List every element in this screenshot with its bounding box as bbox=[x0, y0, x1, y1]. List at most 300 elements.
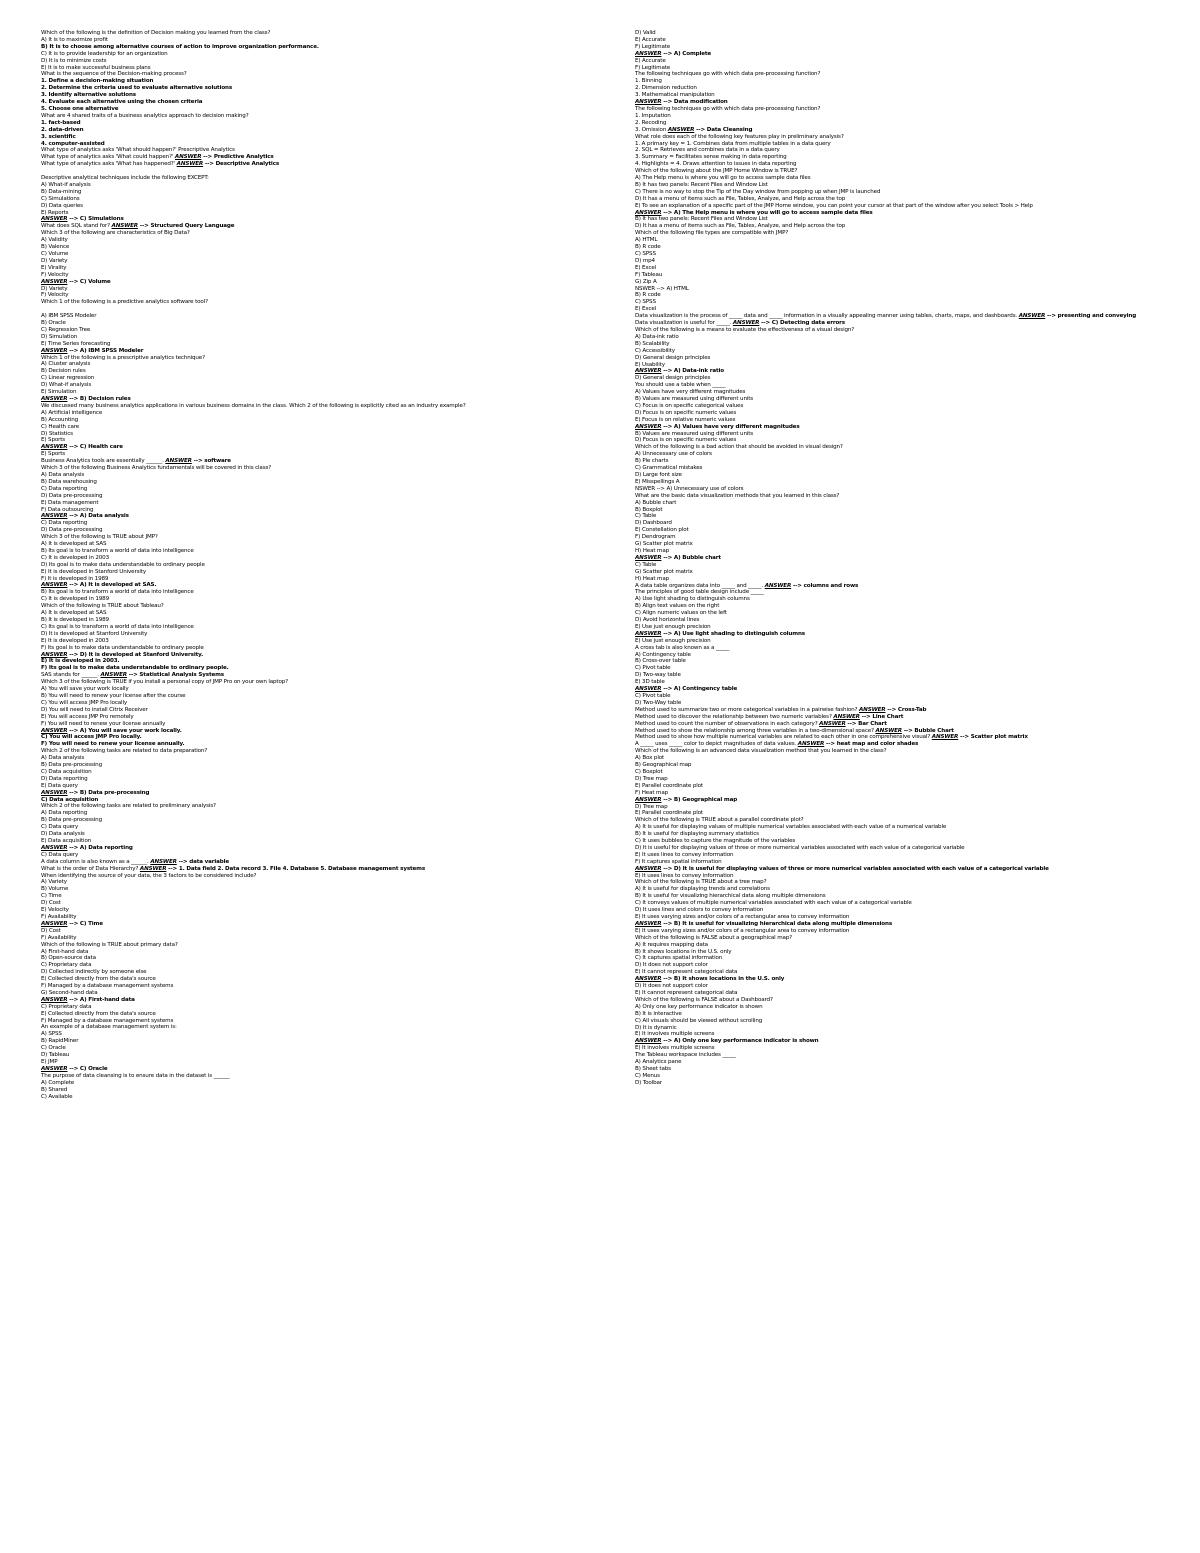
answer-text: --> Statistical Analysis Systems bbox=[126, 672, 224, 679]
question-text: A data table organizes data into _____ and _____. bbox=[635, 582, 765, 589]
answer-line bbox=[41, 652, 581, 659]
question-text: Business Analytics tools are essentially ______. bbox=[41, 458, 166, 465]
answer-line bbox=[635, 424, 1175, 431]
answer-text: --> A) IBM SPSS Modeler bbox=[67, 347, 144, 354]
answer-text: --> C) Oracle bbox=[67, 1065, 108, 1072]
answer-text: --> C) Volume bbox=[67, 278, 111, 285]
text-line: C) It conveys values of multiple numerical variables associated with each value of a categorical variable bbox=[635, 900, 912, 907]
text-line: B) It is useful for visualizing hierarchical data along multiple dimensions bbox=[635, 893, 826, 900]
text-line: A) Cluster analysis bbox=[41, 361, 91, 368]
text-line: E) Reports bbox=[41, 209, 69, 216]
text-line: B) Data-mining bbox=[41, 188, 82, 195]
text-line: A) Analytics pane bbox=[635, 1059, 682, 1066]
text-line: A) Contingency table bbox=[635, 651, 691, 658]
text-line: D) It does not support color bbox=[635, 983, 708, 990]
answer-text: --> Cross-Tab bbox=[885, 706, 927, 713]
text-line: E) It uses lines to convey information bbox=[635, 851, 734, 858]
answer-line bbox=[41, 790, 581, 797]
answer-line bbox=[635, 707, 1175, 714]
text-line: E) It is to make successful business plans bbox=[41, 64, 151, 71]
answer-text: --> A) Only one key performance indicator is shown bbox=[661, 1038, 819, 1045]
text-line: E) Data query bbox=[41, 782, 78, 789]
text-line: E) Parallel coordinate plot bbox=[635, 810, 703, 817]
answer-line bbox=[635, 921, 1175, 928]
highlighted-line: F) You will need to renew your license annually. bbox=[41, 741, 185, 748]
text-line: C) Volume bbox=[41, 250, 69, 257]
text-line: E) It is developed in 2003 bbox=[41, 637, 109, 644]
answer-label: ANSWER bbox=[635, 423, 662, 430]
answer-line bbox=[41, 921, 581, 928]
question-text: Method used to summarize two or more categorical variables in a pairwise fashion? bbox=[635, 706, 859, 713]
answer-text: --> A) First-hand data bbox=[67, 996, 135, 1003]
text-line: F) Availability bbox=[41, 934, 77, 941]
text-line: C) SPSS bbox=[635, 299, 656, 306]
text-line: Which of the following is a bad action that should be avoided in visual design? bbox=[635, 444, 843, 451]
text-line: Which of the following about the JMP Home Window is TRUE? bbox=[635, 168, 798, 175]
answer-text: --> Line Chart bbox=[859, 713, 904, 720]
question-text: A data column is also known as a ______. bbox=[41, 858, 151, 865]
answer-text: --> Data Cleansing bbox=[694, 126, 753, 133]
text-line: F) Dendrogram bbox=[635, 534, 676, 541]
answer-line bbox=[635, 99, 1175, 106]
text-line: C) Time bbox=[41, 893, 62, 900]
question-text: What is the order of Data Hierarchy? bbox=[41, 865, 140, 872]
text-line: A) Use light shading to distinguish columns bbox=[635, 596, 750, 603]
answer-line bbox=[41, 396, 581, 403]
text-line: The following techniques go with which data pre-processing function? bbox=[635, 105, 821, 112]
text-line: E) Accurate bbox=[635, 36, 666, 43]
answer-text: --> A) Values have very different magnitudes bbox=[661, 423, 800, 430]
answer-label: ANSWER bbox=[635, 368, 662, 375]
text-line: E) It uses varying sizes and/or colors of a rectangular area to convey information bbox=[635, 914, 850, 920]
text-line: Which of the following is TRUE about primary data? bbox=[41, 941, 178, 948]
answer-label: ANSWER bbox=[41, 727, 68, 734]
highlighted-line: E) It is developed in 2003. bbox=[41, 658, 120, 665]
text-line: B) Geographical map bbox=[635, 762, 692, 769]
highlighted-line: 5. Choose one alternative bbox=[41, 105, 119, 112]
answer-label: ANSWER bbox=[100, 672, 127, 679]
text-line: F) You will need to renew your license annually bbox=[41, 720, 166, 727]
answer-label: ANSWER bbox=[165, 458, 192, 465]
text-line: C) Data reporting bbox=[41, 485, 88, 492]
text-line: C) Align numeric values on the left bbox=[635, 610, 727, 617]
answer-label: ANSWER bbox=[635, 554, 662, 561]
text-line: What are the basic data visualization methods that you learned in this class? bbox=[635, 492, 840, 499]
answer-text: --> C) Time bbox=[67, 920, 103, 927]
answer-label: ANSWER bbox=[819, 720, 846, 727]
text-line: D) Valid bbox=[635, 30, 656, 36]
highlighted-line: 4. computer-assisted bbox=[41, 140, 105, 147]
text-line: A) Bubble chart bbox=[635, 499, 677, 506]
answer-label: ANSWER bbox=[41, 1065, 68, 1072]
text-line: B) It has two panels: Recent Files and Window List bbox=[635, 216, 768, 223]
text-line: When identifying the source of your data, the 3 factors to be considered include? bbox=[41, 872, 257, 879]
text-line: D) It is dynamic bbox=[635, 1024, 677, 1031]
answer-text: --> B) It is useful for visualizing hierarchical data along multiple dimensions bbox=[661, 920, 893, 927]
text-line: C) Table bbox=[635, 513, 657, 520]
text-line: The following techniques go with which data pre-processing function? bbox=[635, 71, 821, 78]
highlighted-line: C) Data acquisition bbox=[41, 796, 99, 803]
answer-label: ANSWER bbox=[41, 396, 68, 402]
text-line: D) It does not support color bbox=[635, 962, 708, 969]
text-line: C) Pivot table bbox=[635, 665, 671, 672]
text-line: C) Regression Tree bbox=[41, 326, 91, 333]
question-text: SAS stands for ______. bbox=[41, 672, 101, 679]
text-line: E) Excel bbox=[635, 306, 657, 313]
answer-label: ANSWER bbox=[41, 347, 68, 354]
answer-text: --> 1. Data field 2. Data record 3. File 4. Database 5. Database management systems bbox=[166, 865, 426, 872]
answer-label: ANSWER bbox=[41, 513, 68, 520]
text-line: G) Second-hand data bbox=[41, 989, 98, 996]
text-line: B) Pie charts bbox=[635, 458, 669, 465]
text-line: C) Grammatical mistakes bbox=[635, 465, 703, 472]
text-line: E) Virality bbox=[41, 264, 67, 271]
text-line: D) General design principles bbox=[635, 375, 711, 382]
answer-label: ANSWER bbox=[797, 741, 825, 748]
text-line: F) Managed by a database management systems bbox=[41, 1017, 174, 1024]
text-line: F) Legitimate bbox=[635, 64, 671, 71]
blank-line bbox=[41, 306, 581, 313]
text-line: C) Oracle bbox=[41, 1045, 66, 1052]
text-line: B) RapidMiner bbox=[41, 1038, 79, 1045]
question-text: Method used to show the relationship among three variables in a two-dimensional space? bbox=[635, 727, 876, 734]
answer-text: --> C) Detecting data errors bbox=[759, 320, 845, 327]
text-line: D) Tree map bbox=[635, 775, 668, 782]
answer-label: ANSWER bbox=[858, 706, 886, 713]
text-line: A) What-if analysis bbox=[41, 181, 91, 188]
answer-text: --> Data modification bbox=[661, 99, 728, 106]
question-text: What does SQL stand for? bbox=[41, 223, 112, 230]
text-line: D) It uses lines and colors to convey information bbox=[635, 907, 764, 914]
text-line: D) It has a menu of items such as File, Tables, Analyze, and Help across the top bbox=[635, 223, 846, 230]
text-line: G) Zip A bbox=[635, 278, 657, 285]
text-line: E) Data management bbox=[41, 499, 99, 506]
text-line: E) It involves multiple screens bbox=[635, 1045, 715, 1052]
text-line: D) Large font size bbox=[635, 472, 682, 478]
text-line: A) It is developed at SAS bbox=[41, 541, 107, 548]
answer-text: --> columns and rows bbox=[791, 582, 859, 589]
text-line: D) What-if analysis bbox=[41, 382, 92, 389]
answer-line bbox=[41, 154, 581, 161]
text-line: E) Collected directly from the data's source bbox=[41, 976, 156, 983]
answer-text: --> Predictive Analytics bbox=[201, 154, 274, 161]
answer-label: ANSWER bbox=[635, 796, 662, 803]
answer-line bbox=[635, 741, 1175, 748]
text-line: Which of the following is the definition of Decision making you learned from the class? bbox=[41, 30, 271, 36]
text-line: B) Sheet tabs bbox=[635, 1065, 671, 1072]
text-line: D) Its goal is to make data understandable to ordinary people bbox=[41, 561, 205, 568]
text-line: C) It is to provide leadership for an organization bbox=[41, 50, 168, 57]
text-line: NSWER --> A) Unnecessary use of colors bbox=[635, 485, 744, 492]
answer-label: ANSWER bbox=[174, 154, 202, 161]
text-line: B) Decision rules bbox=[41, 368, 86, 375]
answer-text: --> A) Data analysis bbox=[67, 513, 129, 520]
answer-text: --> D) It is useful for displaying values of three or more numerical variables associated with each value of a categorical variable bbox=[661, 865, 1049, 872]
text-line: E) Misspellings A bbox=[635, 478, 680, 485]
text-line: A) It is useful for displaying values of multiple numerical variables associated with each value of a numerical variable bbox=[635, 824, 947, 831]
text-line: D) It is useful for displaying values of three or more numerical variables associated with each value of a categorical variable bbox=[635, 844, 965, 851]
answer-line bbox=[41, 997, 581, 1004]
text-line: C) Its goal is to transform a world of data into intelligence bbox=[41, 623, 194, 630]
text-line: C) You will access JMP Pro locally bbox=[41, 699, 128, 706]
text-line: You should use a table when _____ bbox=[635, 382, 726, 389]
text-line: A) It is useful for displaying trends and correlations bbox=[635, 886, 770, 893]
text-line: C) All visuals should be viewed without scrolling bbox=[635, 1017, 763, 1024]
text-line: A) It is developed at SAS bbox=[41, 610, 107, 617]
text-line: 1. Imputation bbox=[635, 112, 671, 119]
answer-line bbox=[635, 728, 1175, 735]
text-line: B) It is useful for displaying summary statistics bbox=[635, 831, 759, 838]
text-line: Which 2 of the following tasks are related to preliminary analysis? bbox=[41, 803, 216, 810]
answer-line bbox=[635, 210, 1175, 217]
text-line: E) Sports bbox=[41, 451, 66, 458]
text-line: E) You will access JMP Pro remotely bbox=[41, 713, 134, 720]
answer-line bbox=[635, 721, 1175, 728]
answer-line bbox=[635, 1038, 1175, 1045]
text-line: D) Focus is on specific numeric values bbox=[635, 437, 737, 444]
text-line: D) It has a menu of items such as File, Tables, Analyze, and Help across the top bbox=[635, 195, 846, 202]
text-line: B) Its goal is to transform a world of data into intelligence bbox=[41, 547, 194, 554]
text-line: D) Tableau bbox=[41, 1052, 70, 1059]
answer-label: ANSWER bbox=[875, 727, 902, 734]
answer-label: ANSWER bbox=[931, 734, 959, 741]
text-line: D) Toolbar bbox=[635, 1079, 662, 1086]
answer-label: ANSWER bbox=[176, 161, 204, 168]
answer-line bbox=[635, 51, 1175, 58]
text-line: B) It is developed in 1989 bbox=[41, 617, 109, 623]
answer-text: --> A) It is developed at SAS. bbox=[67, 582, 157, 589]
text-line: Which of the following is TRUE about Tableau? bbox=[41, 603, 164, 610]
text-line: C) It is developed in 2003 bbox=[41, 554, 109, 561]
answer-text: --> Scatter plot matrix bbox=[958, 734, 1028, 741]
text-line: C) Menus bbox=[635, 1072, 660, 1079]
answer-line bbox=[635, 631, 1175, 638]
text-line: A) You will save your work locally bbox=[41, 686, 129, 693]
answer-label: ANSWER bbox=[41, 996, 68, 1003]
answer-label: ANSWER bbox=[635, 686, 662, 693]
highlighted-line: 1. Define a decision-making situation bbox=[41, 78, 154, 85]
text-line: Which of the following is TRUE about a parallel coordinate plot? bbox=[635, 817, 804, 824]
text-line: D) You will need to install Citrix Receiver bbox=[41, 706, 148, 713]
text-line: E) Sports bbox=[41, 437, 66, 444]
text-line: C) Linear regression bbox=[41, 375, 95, 382]
text-line: C) Data acquisition bbox=[41, 768, 92, 775]
answer-line bbox=[635, 368, 1175, 375]
answer-line bbox=[41, 444, 581, 451]
text-line: Which 3 of the following is TRUE about JMP? bbox=[41, 534, 158, 541]
answer-line bbox=[635, 734, 1175, 741]
text-line: F) Heat map bbox=[635, 789, 669, 796]
text-line: C) It is developed in 1989 bbox=[41, 596, 109, 603]
question-text: Data visualization is the process of _____ data and _____ information in a visually appealing manner using tables, charts, maps, and dashboards. bbox=[635, 313, 1019, 320]
text-line: E) 3D table bbox=[635, 679, 665, 686]
answer-label: ANSWER bbox=[111, 223, 138, 230]
answer-line bbox=[635, 583, 1175, 590]
text-line: F) Availability bbox=[41, 913, 77, 920]
text-line: F) It captures spatial information bbox=[635, 858, 722, 865]
answer-label: ANSWER bbox=[635, 50, 662, 57]
text-line: F) Managed by a database management systems bbox=[41, 983, 174, 990]
question-text: What type of analytics asks 'What could happen?' bbox=[41, 154, 175, 161]
answer-text: --> A) Data-ink ratio bbox=[661, 368, 724, 375]
text-line: C) It uses bubbles to capture the magnitude of the variables bbox=[635, 838, 796, 845]
answer-line bbox=[635, 555, 1175, 562]
text-line: B) Oracle bbox=[41, 320, 66, 327]
answer-text: --> A) Data reporting bbox=[67, 844, 133, 851]
text-line: C) Data query bbox=[41, 851, 79, 858]
text-line: E) It involves multiple screens bbox=[635, 1031, 715, 1038]
text-line: A) It is to maximize profit bbox=[41, 36, 108, 43]
text-line: E) Time Series forecasting bbox=[41, 340, 111, 347]
text-line: Which 1 of the following is a prescriptive analytics technique? bbox=[41, 354, 205, 361]
highlighted-line: 1. fact-based bbox=[41, 119, 81, 126]
text-line: A) It requires mapping data bbox=[635, 941, 708, 948]
answer-text: --> A) The Help menu is where you will go to access sample data files bbox=[661, 209, 873, 216]
text-line: D) Data pre-processing bbox=[41, 492, 103, 499]
answer-label: ANSWER bbox=[41, 278, 68, 285]
text-line: E) Excel bbox=[635, 264, 657, 271]
text-line: Which of the following is FALSE about a geographical map? bbox=[635, 934, 792, 941]
highlighted-line: 3. scientific bbox=[41, 133, 76, 140]
text-line: E) It is developed in Stanford University bbox=[41, 568, 146, 575]
text-line: F) It is developed in 1989 bbox=[41, 575, 109, 582]
answer-line bbox=[41, 845, 581, 852]
text-line: Which of the following is TRUE about a tree map? bbox=[635, 879, 767, 886]
text-line: 2. SQL = Retrieves and combines data in a data query bbox=[635, 147, 780, 154]
text-line: C) SPSS bbox=[635, 251, 656, 257]
text-line: D) It is to minimize costs bbox=[41, 57, 107, 64]
text-line: E) It cannot represent categorical data bbox=[635, 969, 738, 976]
answer-text: --> heat map and color shades bbox=[824, 741, 919, 748]
text-line: C) Pivot table bbox=[635, 693, 671, 699]
text-line: A) Only one key performance indicator is shown bbox=[635, 1003, 763, 1010]
text-line: B) Shared bbox=[41, 1086, 68, 1093]
text-line: What is the sequence of the Decision-making process? bbox=[41, 71, 187, 78]
text-line: A) Data reporting bbox=[41, 810, 88, 817]
answer-line bbox=[41, 859, 581, 866]
question-text: Data visualization is useful for _____. bbox=[635, 320, 733, 327]
text-line: 2. Recoding bbox=[635, 119, 667, 126]
text-line: E) Collected directly from the data's source bbox=[41, 1010, 156, 1017]
answer-label: ANSWER bbox=[764, 582, 792, 589]
answer-line bbox=[41, 348, 581, 355]
text-line: What are 4 shared traits of a business analytics approach to decision making? bbox=[41, 112, 249, 119]
text-line: Which of the following is an advanced data visualization method that you learned in the class? bbox=[635, 748, 887, 755]
text-line: A) SPSS bbox=[41, 1031, 62, 1038]
answer-line bbox=[41, 728, 581, 735]
text-line: B) It is interactive bbox=[635, 1010, 682, 1017]
answer-label: ANSWER bbox=[139, 865, 167, 872]
answer-line bbox=[41, 458, 581, 465]
answer-line bbox=[41, 672, 581, 679]
highlighted-line: 2. Determine the criteria used to evaluate alternative solutions bbox=[41, 85, 233, 92]
answer-line bbox=[41, 866, 581, 873]
text-line: E) Use just enough precision bbox=[635, 637, 711, 644]
answer-label: ANSWER bbox=[1018, 313, 1046, 320]
text-line: E) It uses varying sizes and/or colors of a rectangular area to convey information bbox=[635, 927, 850, 934]
answer-text: --> B) Decision rules bbox=[67, 396, 131, 402]
text-line: D) Variety bbox=[41, 285, 68, 292]
answer-label: ANSWER bbox=[150, 858, 177, 865]
answer-label: ANSWER bbox=[41, 651, 68, 658]
text-line: B) R code bbox=[635, 292, 661, 299]
text-line: F) Velocity bbox=[41, 292, 69, 299]
answer-text: --> A) Contingency table bbox=[661, 686, 738, 693]
text-line: A) Artificial intelligence bbox=[41, 409, 103, 416]
answer-text: --> A) You will save your work locally. bbox=[67, 727, 182, 734]
answer-line bbox=[635, 127, 1175, 134]
text-line: C) Available bbox=[41, 1093, 73, 1100]
text-line: An example of a database management system is: bbox=[41, 1024, 177, 1031]
answer-text: --> A) Complete bbox=[661, 50, 712, 57]
text-line: What type of analytics asks 'What should happen?' Prescriptive Analytics bbox=[41, 147, 235, 154]
text-line: D) Statistics bbox=[41, 430, 73, 437]
answer-label: ANSWER bbox=[635, 209, 662, 216]
answer-line bbox=[635, 797, 1175, 804]
text-line: B) It has two panels: Recent Files and Window List bbox=[635, 181, 768, 188]
answer-text: --> Structured Query Language bbox=[137, 223, 235, 230]
text-line: D) Collected indirectly by someone else bbox=[41, 969, 147, 976]
text-line: F) Data outsourcing bbox=[41, 506, 94, 513]
answer-text: --> Bar Chart bbox=[845, 720, 887, 727]
text-line: E) Constellation plot bbox=[635, 527, 689, 534]
text-line: D) Dashboard bbox=[635, 520, 672, 527]
text-line: B) R code bbox=[635, 244, 661, 251]
answer-line bbox=[635, 714, 1175, 721]
text-line: A cross tab is also known as a _____ bbox=[635, 644, 730, 651]
text-line: B) Data pre-processing bbox=[41, 817, 102, 824]
answer-text: --> B) It shows locations in the U.S. only bbox=[661, 976, 785, 983]
text-line: We discussed many business analytics applications in various business domains in the class. Which 2 of the following is explicitly cited as an industry example? bbox=[41, 402, 466, 409]
text-line: E) Accurate bbox=[635, 57, 666, 64]
text-line: E) It uses lines to convey information bbox=[635, 872, 734, 879]
text-line: B) You will need to renew your license after the course bbox=[41, 692, 186, 699]
text-line: E) Parallel coordinate plot bbox=[635, 782, 703, 789]
answer-line bbox=[41, 1066, 581, 1073]
text-line: D) Data reporting bbox=[41, 775, 88, 782]
answer-label: ANSWER bbox=[833, 713, 860, 720]
text-line: Which of the following is a means to evaluate the effectiveness of a visual design? bbox=[635, 326, 855, 333]
text-line: C) It captures spatial information bbox=[635, 955, 723, 962]
text-line: B) Cross-over table bbox=[635, 658, 686, 665]
text-line: A) Box plot bbox=[635, 755, 665, 762]
answer-line bbox=[41, 513, 581, 520]
answer-label: ANSWER bbox=[635, 865, 662, 872]
text-line: D) It is developed at Stanford University bbox=[41, 630, 148, 637]
text-line: A) Complete bbox=[41, 1079, 75, 1086]
text-line: H) Heat map bbox=[635, 547, 669, 554]
right-column bbox=[635, 30, 1175, 1087]
answer-label: ANSWER bbox=[635, 630, 662, 637]
text-line: 1. A primary key = 1. Combines data from multiple tables in a data query bbox=[635, 140, 831, 147]
answer-label: ANSWER bbox=[41, 844, 68, 851]
highlighted-line: 2. data-driven bbox=[41, 126, 84, 133]
answer-label: ANSWER bbox=[41, 789, 68, 796]
text-line: D) Data queries bbox=[41, 202, 83, 209]
text-line: D) Cost bbox=[41, 900, 61, 907]
text-line: E) Focus is on relative numeric values bbox=[635, 416, 736, 423]
text-line: E) JMP bbox=[41, 1059, 58, 1065]
answer-text: --> data variable bbox=[176, 858, 230, 865]
text-line: What role does each of the following key features play in preliminary analysis? bbox=[635, 133, 844, 140]
answer-line bbox=[41, 582, 581, 589]
left-column bbox=[41, 30, 581, 1100]
text-line: C) Proprietary data bbox=[41, 962, 92, 969]
highlighted-line: C) You will access JMP Pro locally. bbox=[41, 734, 142, 741]
text-line: B) Data warehousing bbox=[41, 478, 97, 485]
text-line: B) Accounting bbox=[41, 416, 79, 423]
text-line: C) There is no way to stop the Tip of the Day window from popping up when JMP is launched bbox=[635, 188, 881, 195]
